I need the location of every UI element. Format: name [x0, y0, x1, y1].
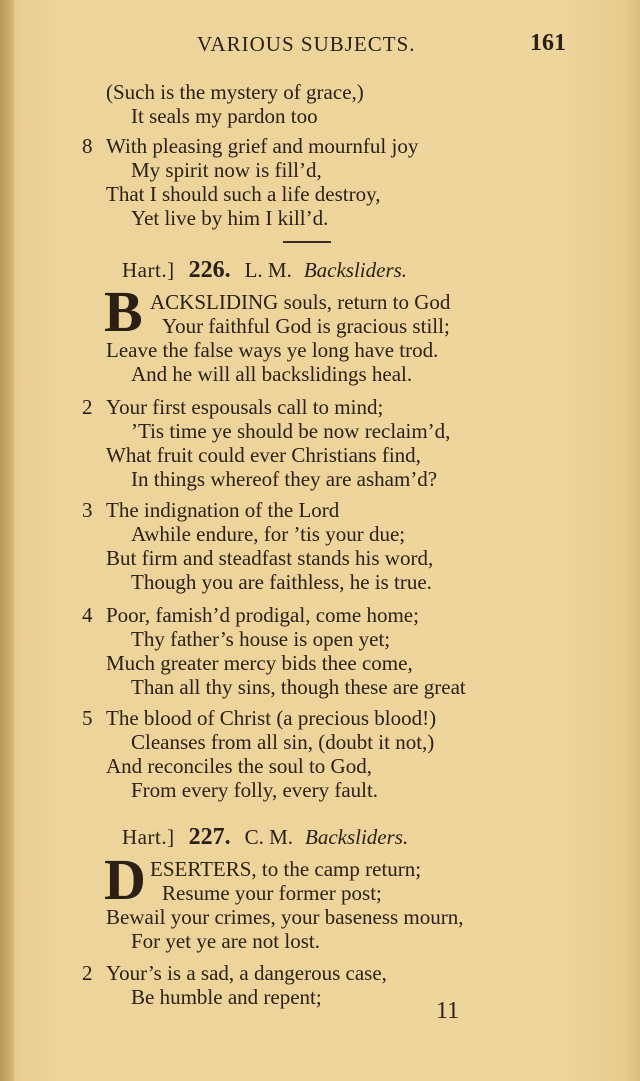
hymn-author: Hart.]	[122, 258, 175, 282]
hymn-heading	[122, 258, 407, 282]
verse-line: ESERTERS, to the camp return;	[150, 857, 422, 881]
verse-number: 2	[82, 395, 93, 419]
verse-number: 5	[82, 706, 93, 730]
verse-line: My spirit now is fill’d,	[131, 158, 322, 182]
verse-line: Your’s is a sad, a dangerous case,	[106, 961, 387, 985]
page-number: 161	[530, 30, 566, 56]
hymn-number: 227.	[188, 824, 231, 850]
verse-line: Resume your former post;	[162, 881, 382, 905]
verse-line: Be humble and repent;	[131, 985, 322, 1009]
verse-line: ’Tis time ye should be now reclaim’d,	[131, 419, 451, 443]
hymn-meter: C. M.	[244, 825, 293, 849]
verse-line: Much greater mercy bids thee come,	[106, 651, 413, 675]
verse-line: Though you are faithless, he is true.	[131, 570, 432, 594]
verse-line: The blood of Christ (a precious blood!)	[106, 706, 437, 730]
hymn-subject: Backsliders.	[303, 258, 408, 282]
hymn-heading	[122, 825, 408, 849]
verse-line: Thy father’s house is open yet;	[131, 627, 391, 651]
hymn-author: Hart.]	[122, 825, 175, 849]
verse-line: (Such is the mystery of grace,)	[106, 80, 364, 104]
drop-cap: B	[104, 279, 143, 344]
verse-number: 8	[82, 134, 93, 158]
verse-line: Cleanses from all sin, (doubt it not,)	[131, 730, 435, 754]
verse-line: Leave the false ways ye long have trod.	[106, 338, 439, 362]
hymn-number: 226.	[188, 257, 231, 283]
verse-line: With pleasing grief and mournful joy	[106, 134, 419, 158]
verse-line: Than all thy sins, though these are great	[131, 675, 466, 699]
verse-line: Poor, famish’d prodigal, come home;	[106, 603, 419, 627]
page-gutter	[0, 0, 14, 1081]
verse-line: That I should such a life destroy,	[106, 182, 381, 206]
verse-line: Your first espousals call to mind;	[106, 395, 384, 419]
verse-line: For yet ye are not lost.	[131, 929, 320, 953]
verse-line: From every folly, every fault.	[131, 778, 379, 802]
verse-number: 4	[82, 603, 93, 627]
signature-mark: 11	[436, 998, 460, 1024]
verse-line: The indignation of the Lord	[106, 498, 340, 522]
verse-line: And reconciles the soul to God,	[106, 754, 372, 778]
verse-line: It seals my pardon too	[131, 104, 318, 128]
verse-line: ACKSLIDING souls, return to God	[150, 290, 451, 314]
verse-line: Bewail your crimes, your baseness mourn,	[106, 905, 464, 929]
verse-line: Your faithful God is gracious still;	[162, 314, 450, 338]
verse-line: And he will all backslidings heal.	[131, 362, 413, 386]
verse-line: Yet live by him I kill’d.	[131, 206, 329, 230]
verse-line: Awhile endure, for ’tis your due;	[131, 522, 406, 546]
running-header: VARIOUS SUBJECTS.	[197, 32, 416, 56]
verse-number: 2	[82, 961, 93, 985]
hymn-subject: Backsliders.	[305, 825, 409, 849]
verse-line: But firm and steadfast stands his word,	[106, 546, 434, 570]
section-divider	[283, 241, 331, 243]
verse-line: In things whereof they are asham’d?	[131, 467, 438, 491]
drop-cap: D	[104, 847, 146, 912]
verse-number: 3	[82, 498, 93, 522]
hymn-meter: L. M.	[244, 258, 292, 282]
verse-line: What fruit could ever Christians find,	[106, 443, 421, 467]
